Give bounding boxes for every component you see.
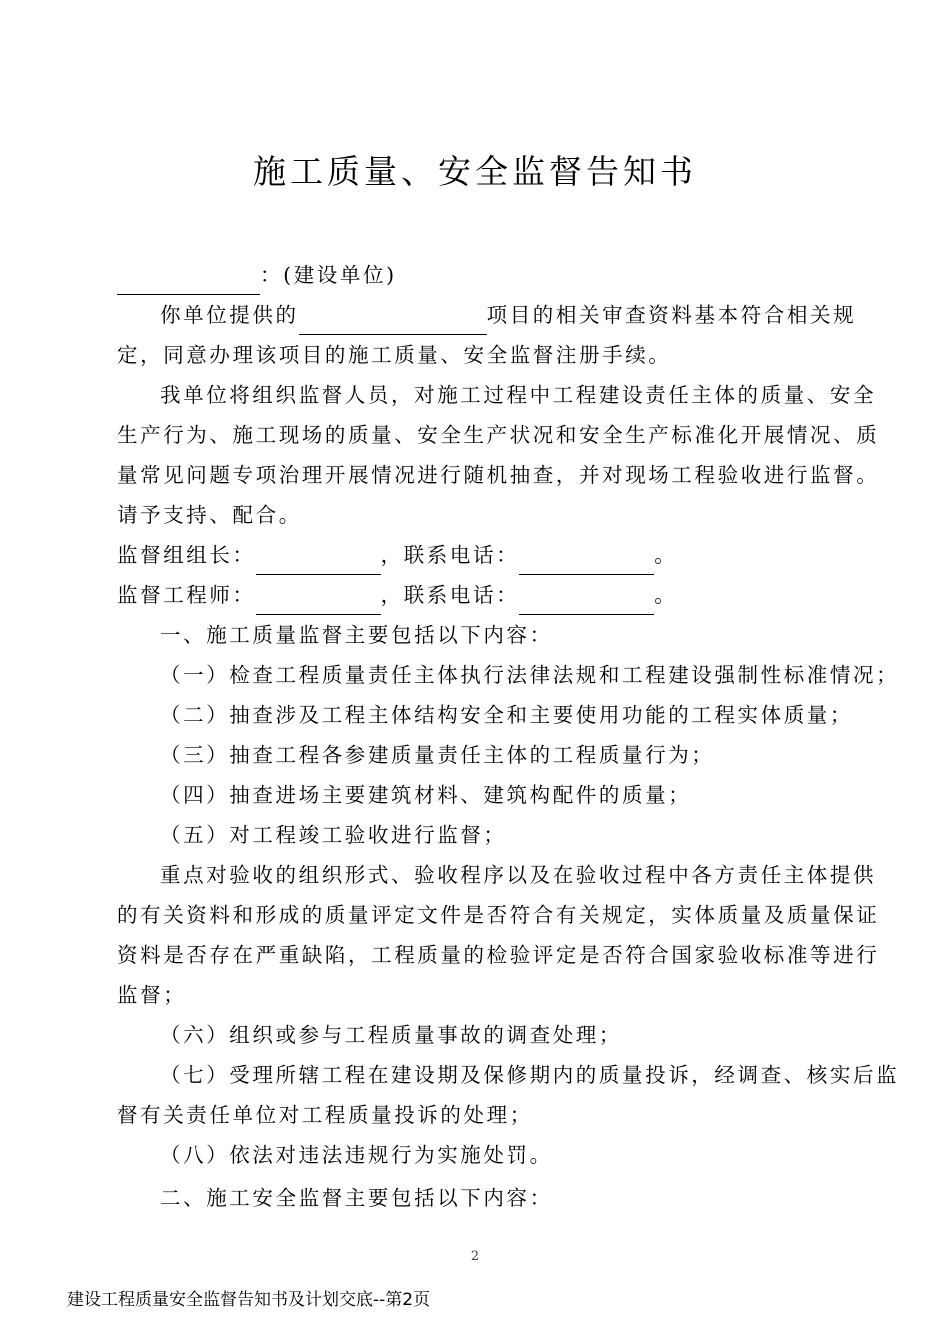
contact-line-engineer: 监督工程师： ，联系电话： 。 [117,575,877,615]
focus-paragraph-line-1: 重点对验收的组织形式、验收程序以及在验收过程中各方责任主体提供 [160,863,877,887]
addressee-suffix: ：(建设单位) [260,263,397,287]
paragraph-2-line-3: 量常见问题专项治理开展情况进行随机抽查，并对现场工程验收进行监督。 [117,463,880,487]
section-1-item-6: （六）组织或参与工程质量事故的调查处理； [160,1023,622,1047]
focus-paragraph-line-3: 资料是否存在严重缺陷，工程质量的检验评定是否符合国家验收标准等进行 [117,943,880,967]
leader-name-blank[interactable] [256,546,381,575]
focus-paragraph-line-4: 监督； [117,983,187,1007]
footer-caption: 建设工程质量安全监督告知书及计划交底--第2页 [67,1290,431,1310]
section-2-heading: 二、施工安全监督主要包括以下内容： [160,1186,553,1210]
paragraph-1-line-1: 你单位提供的 项目的相关审查资料基本符合相关规 [160,295,880,335]
section-1-item-4: （四）抽查进场主要建筑材料、建筑构配件的质量； [160,783,692,807]
section-1-item-2: （二）抽查涉及工程主体结构安全和主要使用功能的工程实体质量； [160,703,853,727]
section-1-item-8: （八）依法对违法违规行为实施处罚。 [160,1143,553,1167]
paragraph-2-line-4: 请予支持、配合。 [117,503,302,527]
section-1-heading: 一、施工质量监督主要包括以下内容： [160,623,553,647]
document-title: 施工质量、安全监督告知书 [253,152,697,191]
paragraph-2-line-2: 生产行为、施工现场的质量、安全生产状况和安全生产标准化开展情况、质 [117,423,880,447]
focus-paragraph-line-2: 的有关资料和形成的质量评定文件是否符合有关规定，实体质量及质量保证 [117,903,880,927]
project-name-blank[interactable] [299,306,487,335]
contact-line-leader: 监督组组长： ，联系电话： 。 [117,535,877,575]
addressee-blank[interactable] [117,266,260,295]
engineer-name-blank[interactable] [256,586,381,615]
addressee-line [117,255,877,295]
section-1-item-1: （一）检查工程质量责任主体执行法律法规和工程建设强制性标准情况； [160,663,900,687]
page-number: 2 [470,1249,480,1264]
leader-phone-blank[interactable] [519,546,654,575]
paragraph-2-line-1: 我单位将组织监督人员，对施工过程中工程建设责任主体的质量、安全 [160,383,877,407]
paragraph-1-line-2: 定，同意办理该项目的施工质量、安全监督注册手续。 [117,343,672,367]
engineer-phone-blank[interactable] [519,586,654,615]
section-1-item-7-line-1: （七）受理所辖工程在建设期及保修期内的质量投诉，经调查、核实后监 [160,1063,900,1087]
section-1-item-5: （五）对工程竣工验收进行监督； [160,823,507,847]
section-1-item-7-line-2: 督有关责任单位对工程质量投诉的处理； [117,1103,533,1127]
section-1-item-3: （三）抽查工程各参建质量责任主体的工程质量行为； [160,743,715,767]
